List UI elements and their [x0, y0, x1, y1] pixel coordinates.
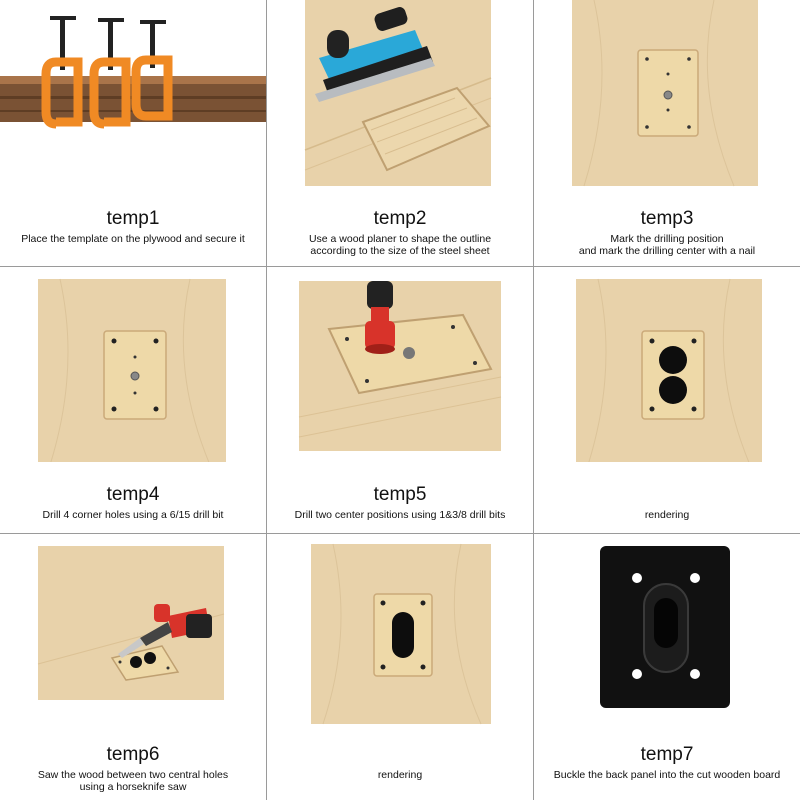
step-title: temp3	[640, 208, 694, 229]
rendering-two-holes	[534, 267, 800, 462]
marking-illustration	[534, 0, 800, 195]
step-caption: rendering	[644, 509, 690, 521]
steel-back-panel-icon	[600, 546, 730, 708]
step-card-2	[267, 0, 533, 266]
step-title: temp6	[106, 744, 160, 765]
clamp-illustration	[0, 0, 266, 195]
step-title: temp5	[373, 484, 427, 505]
rendering-cut-slot	[267, 534, 533, 729]
grid-divider	[0, 533, 800, 534]
step-card-6	[534, 267, 800, 533]
step-caption: Mark the drilling position and mark the drilling center with a nail	[578, 233, 756, 257]
grid-divider	[266, 0, 267, 800]
step-card-1	[0, 0, 266, 266]
step-title: temp4	[106, 484, 160, 505]
step-title: temp2	[373, 208, 427, 229]
step-caption: Drill two center positions using 1&3/8 drill bits	[294, 509, 506, 521]
step-card-4	[0, 267, 266, 533]
back-panel-illustration	[534, 534, 800, 729]
step-card-7	[0, 534, 266, 800]
step-card-5	[267, 267, 533, 533]
step-caption: Place the template on the plywood and secure it	[21, 233, 245, 245]
step-card-3	[534, 0, 800, 266]
sawing-illustration	[0, 534, 266, 729]
step-caption: Drill 4 corner holes using a 6/15 drill bit	[42, 509, 224, 521]
grid-divider	[0, 266, 800, 267]
corner-holes-illustration	[0, 267, 266, 462]
step-caption: Saw the wood between two central holes using a horseknife saw	[37, 769, 229, 793]
step-title: temp1	[106, 208, 160, 229]
step-card-9	[534, 534, 800, 800]
step-caption: Use a wood planer to shape the outline according to the size of the steel sheet	[308, 233, 492, 257]
grid-divider	[533, 0, 534, 800]
step-caption: rendering	[377, 769, 423, 781]
step-caption: Buckle the back panel into the cut wooden board	[553, 769, 781, 781]
step-title: temp7	[640, 744, 694, 765]
step-card-8	[267, 534, 533, 800]
drilling-illustration	[267, 267, 533, 462]
planer-illustration	[267, 0, 533, 195]
